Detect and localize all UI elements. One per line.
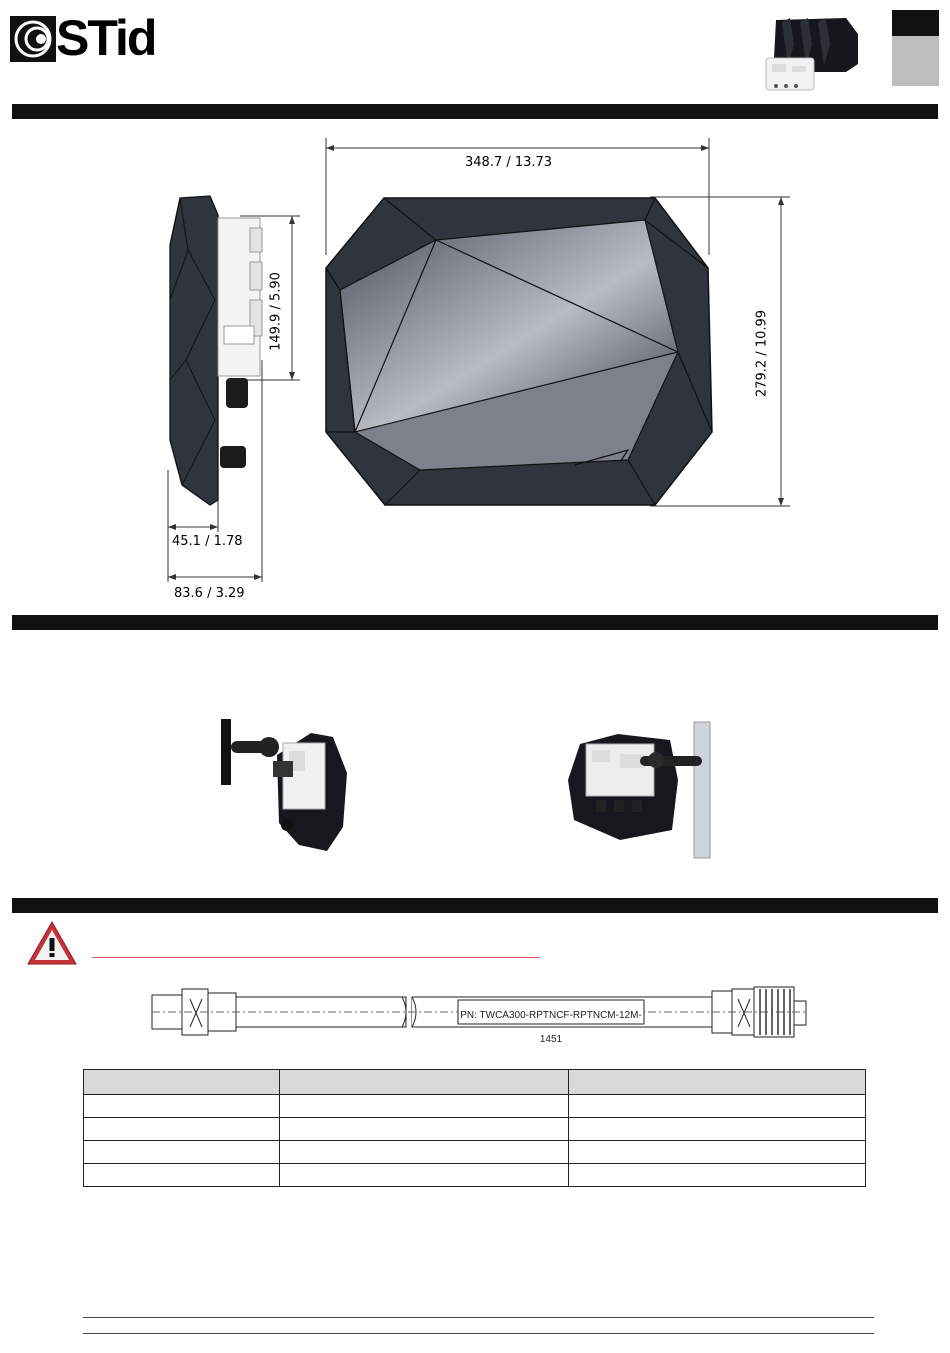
dimension-side-height-label: 149.9 / 5.90 xyxy=(268,272,284,351)
table-cell xyxy=(569,1164,866,1187)
table-header-cell xyxy=(84,1070,280,1095)
dimension-height-label: 279.2 / 10.99 xyxy=(754,309,770,398)
dimension-depth-total-label: 83.6 / 3.29 xyxy=(174,586,245,601)
dimension-depth-body-label: 45.1 / 1.78 xyxy=(172,534,243,549)
cable-part-number: PN: TWCA300-RPTNCF-RPTNCM-12M-1451 xyxy=(460,1010,642,1045)
pole-mount-image xyxy=(560,720,730,860)
footer-divider-top xyxy=(83,1317,874,1318)
table-header-cell xyxy=(569,1070,866,1095)
warning-underline xyxy=(92,957,540,958)
reader-side-view xyxy=(0,0,950,620)
table-row xyxy=(84,1118,866,1141)
table-cell xyxy=(279,1164,569,1187)
table-cell xyxy=(84,1141,280,1164)
table-cell xyxy=(279,1141,569,1164)
cable-spec-table xyxy=(83,1069,866,1187)
section-bar-cable xyxy=(12,898,938,913)
table-cell xyxy=(84,1164,280,1187)
section-bar-mounting xyxy=(12,615,938,630)
table-row xyxy=(84,1141,866,1164)
table-cell xyxy=(569,1095,866,1118)
warning-icon xyxy=(26,920,78,966)
table-row xyxy=(84,1164,866,1187)
table-cell xyxy=(279,1118,569,1141)
table-cell xyxy=(279,1095,569,1118)
table-cell xyxy=(569,1118,866,1141)
table-cell xyxy=(84,1095,280,1118)
table-cell xyxy=(84,1118,280,1141)
brand-logo-text: STid xyxy=(56,10,156,66)
table-header-cell xyxy=(279,1070,569,1095)
dimension-width-label: 348.7 / 13.73 xyxy=(465,155,553,170)
table-row xyxy=(84,1095,866,1118)
table-cell xyxy=(569,1141,866,1164)
table-header-row xyxy=(84,1070,866,1095)
wall-mount-image xyxy=(215,715,355,855)
footer-divider-bottom xyxy=(83,1333,874,1334)
